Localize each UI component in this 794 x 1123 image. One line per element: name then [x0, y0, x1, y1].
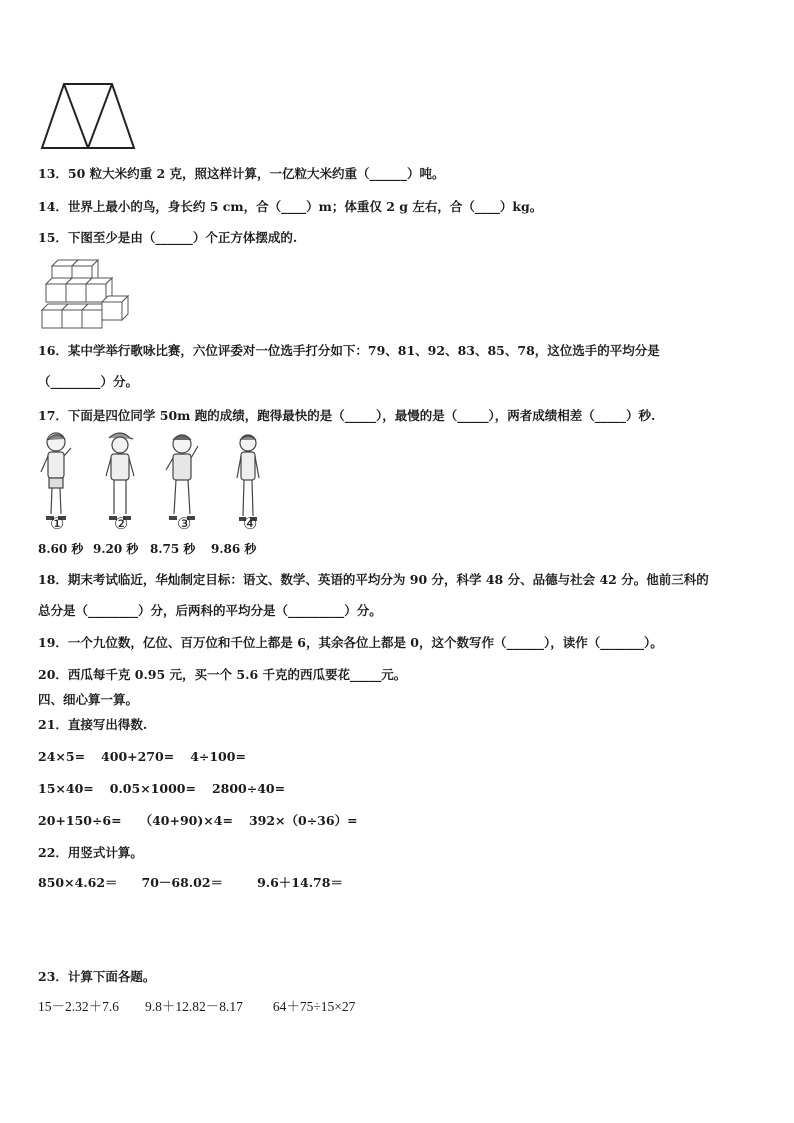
question-19: 19．一个九位数，亿位、百万位和千位上都是 6，其余各位上都是 0，这个数写作（______），读作（_______）。	[38, 635, 663, 650]
q22-item: 70－68.02＝	[141, 875, 224, 890]
question-23-title: 23．计算下面各题。	[38, 969, 156, 984]
question-17: 17．下面是四位同学 50m 跑的成绩，跑得最快的是（_____），最慢的是（_____），两者成绩相差（_____）秒.	[38, 408, 656, 423]
question-13: 13．50 粒大米约重 2 克，照这样计算，一亿粒大米约重（______）吨。	[38, 166, 445, 181]
runner-label-4: ④	[243, 514, 258, 533]
q23-item: 9.8＋12.82－8.17	[145, 999, 243, 1014]
q21-item: 0.05×1000=	[109, 781, 196, 796]
question-16-line-1: 16．某中学举行歌咏比赛，六位评委对一位选手打分如下：79、81、92、83、85、78，这位选手的平均分是	[38, 343, 660, 358]
question-21-title: 21．直接写出得数.	[38, 717, 148, 732]
runner-label-2: ②	[114, 514, 129, 533]
q23-item: 64＋75÷15×27	[272, 999, 356, 1014]
runner-time-4: 9.86 秒	[211, 542, 257, 556]
q22-row	[38, 875, 343, 891]
q21-item: 4÷100=	[190, 749, 246, 764]
q21-item: 24×5=	[38, 749, 86, 764]
question-14: 14．世界上最小的鸟，身长约 5 cm，合（____）m；体重仅 2 g 左右，合（____）kg。	[38, 199, 543, 214]
runner-label-1: ①	[50, 514, 65, 533]
question-16-line-2: （________）分。	[38, 374, 139, 389]
q21-row-1	[38, 749, 246, 765]
q21-item: （40+90)×4=	[139, 813, 233, 828]
q21-row-3	[38, 813, 358, 829]
q21-item: 392×（0÷36）=	[248, 813, 358, 828]
question-22-title: 22．用竖式计算。	[38, 845, 143, 860]
trapezoid-triangles-figure	[40, 82, 136, 150]
q22-item: 9.6＋14.78＝	[257, 875, 343, 890]
q22-item: 850×4.62＝	[38, 875, 118, 890]
cube-stack-figure	[40, 258, 130, 332]
q21-item: 20+150÷6=	[38, 813, 122, 828]
q23-item: 15－2.32＋7.6	[38, 999, 119, 1014]
q21-item: 400+270=	[101, 749, 175, 764]
q23-row	[38, 999, 355, 1015]
question-20: 20．西瓜每千克 0.95 元，买一个 5.6 千克的西瓜要花_____元。	[38, 667, 407, 682]
q21-item: 2800÷40=	[211, 781, 286, 796]
question-18-line-2: 总分是（________）分，后两科的平均分是（_________）分。	[38, 603, 382, 618]
runner-time-2: 9.20 秒	[93, 542, 139, 556]
question-15: 15．下图至少是由（______）个正方体摆成的.	[38, 230, 298, 245]
q21-row-2	[38, 781, 285, 797]
runner-time-3: 8.75 秒	[150, 542, 196, 556]
runner-time-1: 8.60 秒	[38, 542, 84, 556]
section-4-heading: 四、细心算一算。	[38, 692, 139, 707]
runner-label-3: ③	[177, 514, 192, 533]
q21-item: 15×40=	[38, 781, 94, 796]
question-18-line-1: 18．期末考试临近，华灿制定目标：语文、数学、英语的平均分为 90 分，科学 48 分、品德与社会 42 分。他前三科的	[38, 572, 709, 587]
